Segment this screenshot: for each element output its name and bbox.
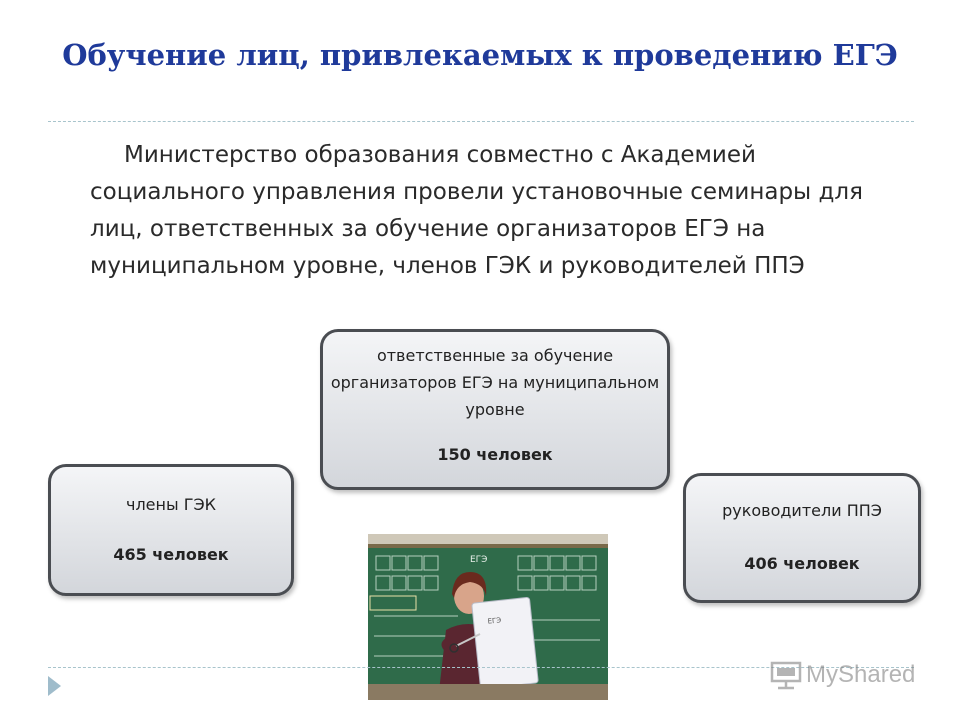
box-gek-members-label: члены ГЭК bbox=[126, 495, 216, 514]
classroom-photo bbox=[368, 534, 608, 700]
package-label: ЕГЭ bbox=[487, 616, 502, 626]
classroom-photo-illustration bbox=[368, 534, 608, 700]
watermark-text: MyShared bbox=[806, 661, 916, 688]
board-header: ЕГЭ bbox=[470, 555, 488, 565]
box-gek-members-count: 465 человек bbox=[113, 545, 229, 564]
triangle-right-icon[interactable] bbox=[48, 676, 61, 696]
box-trainers bbox=[320, 329, 670, 490]
box-ppe-heads-count: 406 человек bbox=[744, 554, 860, 573]
watermark bbox=[770, 655, 915, 695]
top-divider bbox=[48, 121, 914, 122]
presentation-icon bbox=[770, 660, 802, 690]
slide-body-text: Министерство образования совместно с Академией социального управления провели установочные семинары для лиц, ответственных за обучение организаторов ЕГЭ на муниципальном уровне, членов ГЭК и руководителей ППЭ bbox=[90, 142, 863, 279]
box-ppe-heads-label: руководители ППЭ bbox=[722, 501, 882, 520]
slide-title: Обучение лиц, привлекаемых к проведению ЕГЭ bbox=[62, 38, 898, 72]
box-trainers-count: 150 человек bbox=[437, 445, 553, 464]
box-gek-members bbox=[48, 464, 294, 596]
box-ppe-heads bbox=[683, 473, 921, 603]
box-trainers-label: ответственные за обучение организаторов ЕГЭ на муниципальном уровне bbox=[330, 346, 660, 419]
